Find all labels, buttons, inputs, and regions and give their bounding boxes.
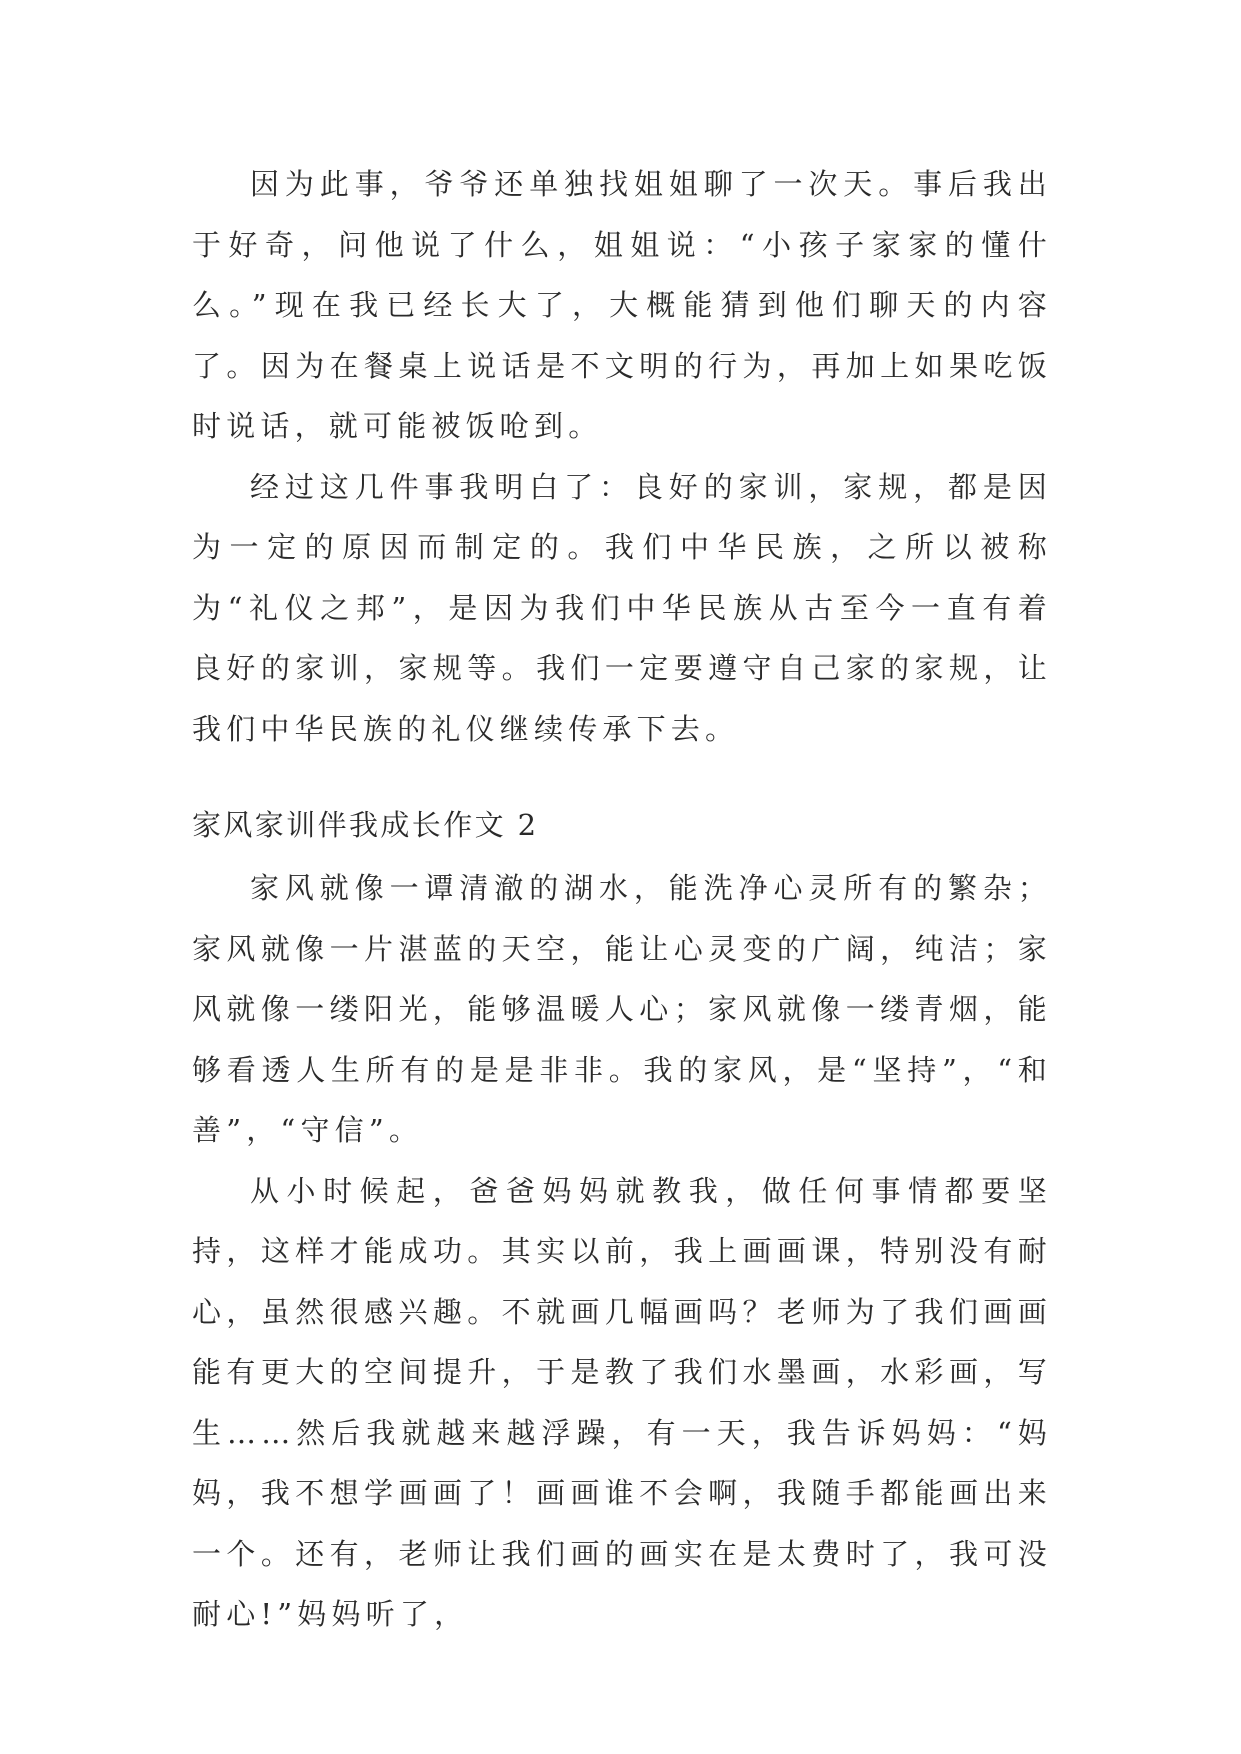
section-1-body	[192, 154, 1052, 759]
paragraph: 从小时候起，爸爸妈妈就教我，做任何事情都要坚持，这样才能成功。其实以前，我上画画课，特别没有耐心，虽然很感兴趣。不就画几幅画吗？老师为了我们画画能有更大的空间提升，于是教了我们水墨画，水彩画，写生……然后我就越来越浮躁，有一天，我告诉妈妈：“妈妈，我不想学画画了！画画谁不会啊，我随手都能画出来一个。还有，老师让我们画的画实在是太费时了，我可没耐心!”妈妈听了，	[192, 1173, 1052, 1631]
section-2-body	[192, 858, 1052, 1645]
paragraph: 因为此事，爷爷还单独找姐姐聊了一次天。事后我出于好奇，问他说了什么，姐姐说：“小孩子家家的懂什么。”现在我已经长大了，大概能猜到他们聊天的内容了。因为在餐桌上说话是不文明的行为，再加上如果吃饭时说话，就可能被饭呛到。	[192, 167, 1052, 443]
paragraph: 经过这几件事我明白了：良好的家训，家规，都是因为一定的原因而制定的。我们中华民族，之所以被称为“礼仪之邦”，是因为我们中华民族从古至今一直有着良好的家训，家规等。我们一定要遵守自己家的家规，让我们中华民族的礼仪继续传承下去。	[192, 469, 1052, 746]
paragraph: 家风就像一谭清澈的湖水，能洗净心灵所有的繁杂；家风就像一片湛蓝的天空，能让心灵变的广阔，纯洁；家风就像一缕阳光，能够温暖人心；家风就像一缕青烟，能够看透人生所有的是是非非。我的家风，是“坚持”，“和善”，“守信”。	[192, 871, 1052, 1147]
section-2-heading: 家风家训伴我成长作文 2	[192, 808, 539, 842]
